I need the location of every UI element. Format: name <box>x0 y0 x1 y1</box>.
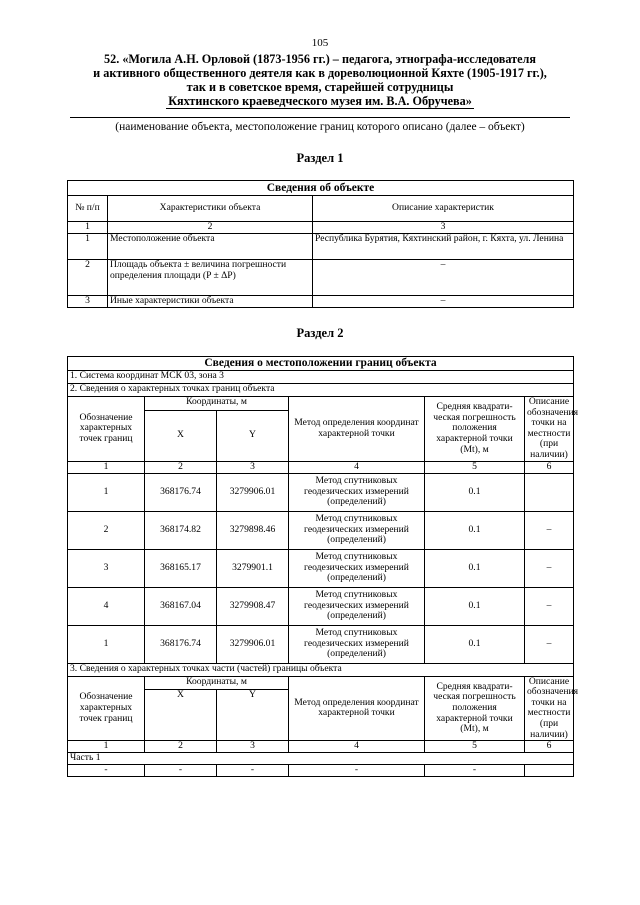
part-col-header-error: Средняя квадрати-ческая погрешность положения характерной точки (Mt), м <box>425 676 525 741</box>
point-id: 3 <box>68 549 145 587</box>
point-y: 3279906.01 <box>217 625 289 663</box>
row-num: 3 <box>68 296 108 308</box>
part-section-title: 3. Сведения о характерных точках части (частей) границы объекта <box>68 663 574 676</box>
section-1-title: Раздел 1 <box>296 151 344 165</box>
part-col-header-x: X <box>145 690 217 741</box>
point-desc <box>525 473 574 511</box>
col-header-point: Обозначение характерных точек границ <box>68 397 145 462</box>
point-id: 1 <box>68 473 145 511</box>
point-method: Метод спутниковых геодезических измерений (определений) <box>289 549 425 587</box>
heading-line-4: Кяхтинского краеведческого музея им. В.А. Обручева» <box>168 94 472 108</box>
part-col-header-coords: Координаты, м <box>145 676 289 690</box>
col-number: 6 <box>525 741 574 753</box>
point-x: 368165.17 <box>145 549 217 587</box>
col-number: 5 <box>425 741 525 753</box>
col-header-desc: Описание обозначения точки на местности (при наличии) <box>525 397 574 462</box>
col-number: 1 <box>68 222 108 234</box>
point-method: Метод спутниковых геодезических измерений (определений) <box>289 511 425 549</box>
table-row <box>68 765 574 777</box>
table-row <box>68 473 574 511</box>
table-row <box>68 549 574 587</box>
coord-system: 1. Система координат МСК 03, зона 3 <box>68 371 574 384</box>
object-note: (наименование объекта, местоположение границ которого описано (далее – объект) <box>115 121 525 133</box>
point-mt: 0.1 <box>425 625 525 663</box>
part-col-header-method: Метод определения координат характерной точки <box>289 676 425 741</box>
part-label: Часть 1 <box>68 753 574 765</box>
part-cell: - <box>68 765 145 777</box>
heading-line-3: так и в советское время, старейшей сотрудницы <box>186 80 454 94</box>
table-row <box>68 296 574 308</box>
col-header-description: Описание характеристик <box>313 196 574 222</box>
heading-line-1: 52. «Могила А.Н. Орловой (1873-1956 гг.) – педагога, этнографа-исследователя <box>104 52 536 66</box>
point-method: Метод спутниковых геодезических измерений (определений) <box>289 625 425 663</box>
point-id: 1 <box>68 625 145 663</box>
point-x: 368176.74 <box>145 625 217 663</box>
col-number: 2 <box>145 741 217 753</box>
col-number: 3 <box>217 461 289 473</box>
document-heading <box>60 52 580 109</box>
part-cell: - <box>289 765 425 777</box>
col-header-num: № п/п <box>68 196 108 222</box>
col-number: 3 <box>313 222 574 234</box>
col-header-coords: Координаты, м <box>145 397 289 411</box>
row-description: – <box>313 296 574 308</box>
col-header-method: Метод определения координат характерной точки <box>289 397 425 462</box>
col-number: 6 <box>525 461 574 473</box>
points-section-title: 2. Сведения о характерных точках границ объекта <box>68 384 574 397</box>
part-cell <box>525 765 574 777</box>
part-col-header-y: Y <box>217 690 289 741</box>
part-cell: - <box>425 765 525 777</box>
section-2-title: Раздел 2 <box>296 326 344 340</box>
point-x: 368167.04 <box>145 587 217 625</box>
col-number: 4 <box>289 741 425 753</box>
table-row <box>68 587 574 625</box>
point-method: Метод спутниковых геодезических измерений (определений) <box>289 473 425 511</box>
row-description: – <box>313 260 574 296</box>
table-row <box>68 511 574 549</box>
point-y: 3279908.47 <box>217 587 289 625</box>
col-number: 4 <box>289 461 425 473</box>
col-number: 1 <box>68 741 145 753</box>
col-header-x: X <box>145 410 217 461</box>
part-cell: - <box>145 765 217 777</box>
point-id: 4 <box>68 587 145 625</box>
part-col-header-point: Обозначение характерных точек границ <box>68 676 145 741</box>
point-x: 368176.74 <box>145 473 217 511</box>
point-method: Метод спутниковых геодезических измерений (определений) <box>289 587 425 625</box>
part-cell: - <box>217 765 289 777</box>
col-number: 2 <box>108 222 313 234</box>
col-header-error: Средняя квадрати-ческая погрешность положения характерной точки (Mt), м <box>425 397 525 462</box>
point-y: 3279901.1 <box>217 549 289 587</box>
row-num: 2 <box>68 260 108 296</box>
page-number: 105 <box>311 37 329 49</box>
row-characteristic: Иные характеристики объекта <box>108 296 313 308</box>
object-info-table <box>67 180 574 308</box>
boundary-table <box>67 356 579 777</box>
point-mt: 0.1 <box>425 473 525 511</box>
point-desc: – <box>525 511 574 549</box>
point-mt: 0.1 <box>425 587 525 625</box>
heading-line-2: и активного общественного деятеля как в дореволюционной Кяхте (1905-1917 гг.), <box>93 66 547 80</box>
row-characteristic: Местоположение объекта <box>108 234 313 260</box>
table-row <box>68 234 574 260</box>
heading-underline <box>70 117 570 118</box>
table-row <box>68 625 574 663</box>
row-description: Республика Бурятия, Кяхтинский район, г. Кяхта, ул. Ленина <box>313 234 574 260</box>
point-id: 2 <box>68 511 145 549</box>
col-header-y: Y <box>217 410 289 461</box>
part-col-header-desc: Описание обозначения точки на местности (при наличии) <box>525 676 574 741</box>
boundary-caption: Сведения о местоположении границ объекта <box>68 357 574 371</box>
object-info-caption: Сведения об объекте <box>68 181 574 196</box>
point-desc: – <box>525 587 574 625</box>
point-x: 368174.82 <box>145 511 217 549</box>
col-number: 2 <box>145 461 217 473</box>
point-desc: – <box>525 549 574 587</box>
row-characteristic: Площадь объекта ± величина погрешности определения площади (P ± ΔP) <box>108 260 313 296</box>
table-row <box>68 260 574 296</box>
point-mt: 0.1 <box>425 511 525 549</box>
col-number: 5 <box>425 461 525 473</box>
col-number: 3 <box>217 741 289 753</box>
row-num: 1 <box>68 234 108 260</box>
point-mt: 0.1 <box>425 549 525 587</box>
col-number: 1 <box>68 461 145 473</box>
point-y: 3279898.46 <box>217 511 289 549</box>
point-y: 3279906.01 <box>217 473 289 511</box>
col-header-characteristic: Характеристики объекта <box>108 196 313 222</box>
point-desc: – <box>525 625 574 663</box>
